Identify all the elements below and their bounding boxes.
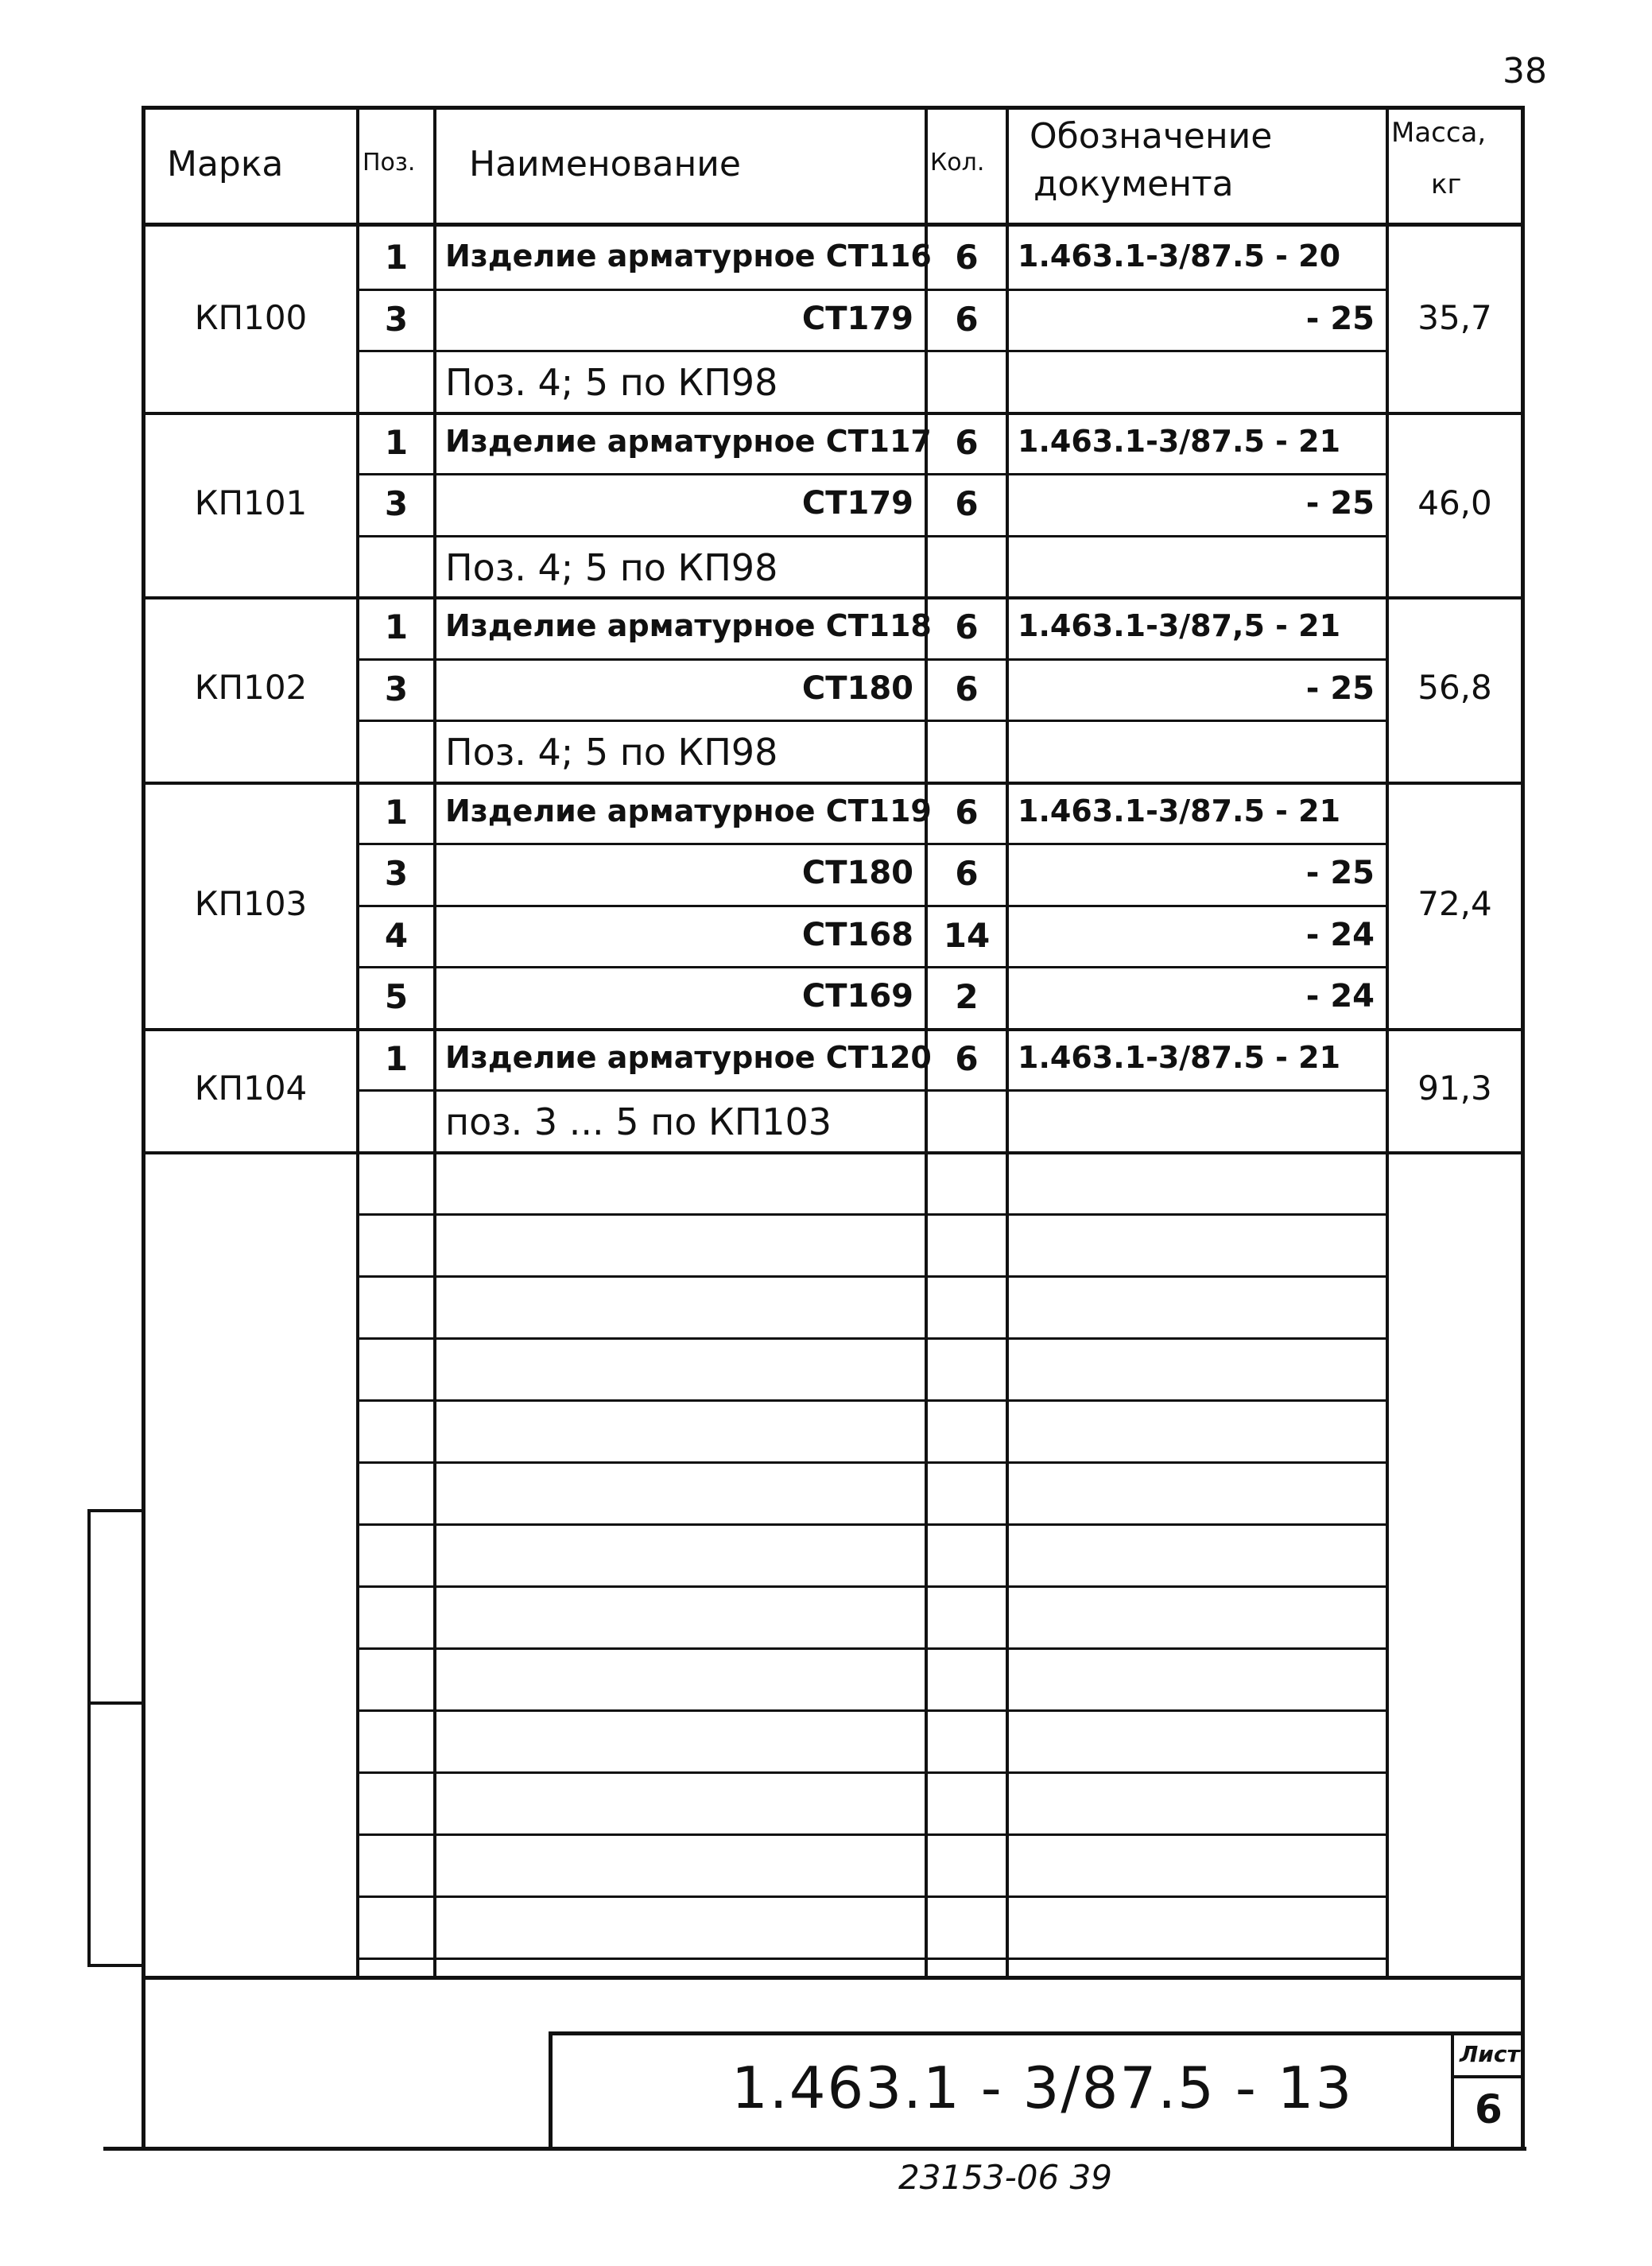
row-name: Изделие арматурное СТ118 (445, 608, 932, 643)
blank-row-line (356, 1833, 1389, 1836)
row-doc: - 25 (1305, 300, 1375, 337)
blank-row-line (356, 1709, 1389, 1712)
col-divider-name (433, 106, 436, 1978)
row-qty: 6 (955, 669, 979, 708)
row-qty: 2 (955, 977, 979, 1016)
row-doc: 1.463.1-3/87.5 - 20 (1018, 239, 1341, 274)
row-divider (356, 350, 1389, 352)
header-mass-line2: кг (1431, 169, 1462, 200)
row-name: Поз. 4; 5 по КП98 (445, 361, 778, 404)
margin-box-bottom (87, 1964, 143, 1967)
blank-row-line (356, 1647, 1389, 1650)
row-name: СТ180 (801, 669, 913, 707)
row-mass: 56,8 (1417, 668, 1492, 708)
col-divider-doc (1006, 106, 1009, 1978)
row-name: СТ168 (801, 916, 913, 953)
row-pos: 3 (384, 484, 409, 523)
header-marka: Марка (167, 144, 284, 184)
header-doc-line1: Обозначение (1030, 116, 1273, 157)
stamp-sheet-number: 6 (1475, 2086, 1503, 2132)
row-qty: 6 (955, 792, 979, 832)
row-pos: 3 (384, 854, 409, 893)
row-qty: 6 (955, 1038, 979, 1078)
row-divider (356, 658, 1389, 661)
row-name: Поз. 4; 5 по КП98 (445, 731, 778, 774)
blank-row-line (356, 1958, 1389, 1960)
row-name: Изделие арматурное СТ119 (445, 793, 932, 828)
row-marka: КП100 (194, 298, 308, 338)
margin-box-top (87, 1509, 143, 1512)
blank-row-line (356, 1337, 1389, 1340)
row-doc: 1.463.1-3/87.5 - 21 (1018, 423, 1341, 459)
blank-row-line (356, 1585, 1389, 1588)
row-pos: 1 (384, 422, 409, 462)
row-qty: 14 (943, 915, 991, 955)
stamp-sheet-label: Лист (1460, 2041, 1520, 2067)
col-divider-mass (1386, 106, 1389, 1978)
row-doc: - 24 (1305, 978, 1375, 1015)
row-marka: КП104 (194, 1069, 308, 1108)
row-doc: - 25 (1305, 485, 1375, 522)
row-pos: 3 (384, 669, 409, 708)
blank-row-line (356, 1523, 1389, 1526)
group-divider (142, 782, 1525, 785)
row-doc: 1.463.1-3/87.5 - 21 (1018, 1039, 1341, 1075)
header-doc-line2: документа (1033, 164, 1234, 204)
row-doc: 1.463.1-3/87,5 - 21 (1018, 608, 1341, 643)
header-qty: Кол. (930, 149, 985, 177)
row-qty: 6 (955, 854, 979, 893)
header-mass-line1: Масса, (1391, 117, 1487, 149)
row-doc: - 24 (1305, 916, 1375, 953)
footer-note: 23153-06 39 (898, 2158, 1113, 2197)
margin-box-mid (87, 1701, 143, 1705)
row-mass: 91,3 (1417, 1069, 1492, 1108)
row-qty: 6 (955, 484, 979, 523)
row-mass: 72,4 (1417, 883, 1492, 923)
row-qty: 6 (955, 299, 979, 339)
group-divider (142, 412, 1525, 415)
blank-row-line (356, 1461, 1389, 1464)
row-divider (356, 966, 1389, 968)
row-name: поз. 3 ... 5 по КП103 (445, 1100, 832, 1143)
row-mass: 35,7 (1417, 298, 1492, 338)
row-name: Поз. 4; 5 по КП98 (445, 545, 778, 589)
row-qty: 6 (955, 607, 979, 646)
row-doc: - 25 (1305, 669, 1375, 707)
row-divider (356, 905, 1389, 907)
row-qty: 6 (955, 238, 979, 277)
stamp-top (549, 2031, 1525, 2035)
margin-box-left (87, 1509, 91, 1966)
row-pos: 1 (384, 607, 409, 646)
blank-row-line (356, 1771, 1389, 1774)
stamp-sheet-mid (1451, 2075, 1525, 2078)
row-divider (356, 535, 1389, 537)
row-name: Изделие арматурное СТ117 (445, 423, 932, 459)
row-name: СТ179 (801, 485, 913, 522)
stamp-left (549, 2031, 553, 2149)
row-pos: 3 (384, 299, 409, 339)
row-divider (356, 473, 1389, 475)
row-name: Изделие арматурное СТ120 (445, 1039, 932, 1075)
row-name: СТ180 (801, 855, 913, 891)
header-pos: Поз. (363, 149, 416, 177)
row-qty: 6 (955, 422, 979, 462)
row-mass: 46,0 (1417, 483, 1492, 522)
rows-bottom (142, 1976, 1525, 1980)
stamp-doc-code: 1.463.1 - 3/87.5 - 13 (731, 2055, 1354, 2121)
row-marka: КП101 (194, 483, 308, 522)
row-doc: - 25 (1305, 855, 1375, 891)
group-divider (142, 1028, 1525, 1031)
row-pos: 5 (384, 977, 409, 1016)
row-pos: 1 (384, 238, 409, 277)
blank-row-line (356, 1895, 1389, 1898)
page-number: 38 (1503, 51, 1547, 91)
group-divider (142, 1151, 1525, 1154)
row-name: СТ179 (801, 300, 913, 337)
row-divider (356, 1089, 1389, 1092)
row-divider (356, 843, 1389, 845)
row-divider (356, 289, 1389, 291)
row-marka: КП103 (194, 883, 308, 923)
blank-row-line (356, 1399, 1389, 1402)
row-name: СТ169 (801, 978, 913, 1015)
table-bottom-border (103, 2147, 1526, 2151)
row-marka: КП102 (194, 668, 308, 708)
row-name: Изделие арматурное СТ116 (445, 239, 932, 274)
header-divider (142, 223, 1525, 227)
blank-row-line (356, 1213, 1389, 1216)
table-top-border (142, 106, 1525, 110)
row-doc: 1.463.1-3/87.5 - 21 (1018, 793, 1341, 828)
row-pos: 4 (384, 915, 409, 955)
header-name: Наименование (469, 144, 741, 184)
stamp-sheet-left (1451, 2031, 1454, 2149)
group-divider (142, 596, 1525, 599)
row-pos: 1 (384, 792, 409, 832)
row-pos: 1 (384, 1038, 409, 1078)
row-divider (356, 720, 1389, 722)
blank-row-line (356, 1275, 1389, 1278)
